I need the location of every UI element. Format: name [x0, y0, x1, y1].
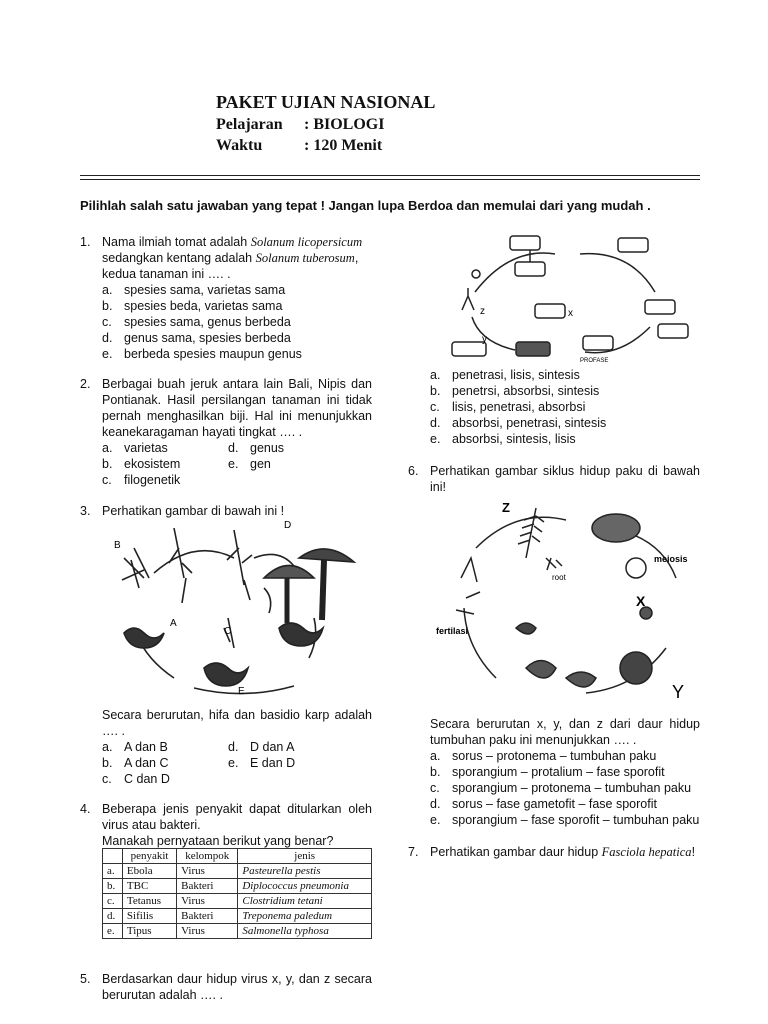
- question-number: 3.: [80, 504, 91, 518]
- figure-label-a: A: [170, 618, 177, 629]
- q1-species-potato: Solanum tuberosum: [255, 251, 355, 265]
- subject-value: : BIOLOGI: [304, 116, 385, 133]
- q7-text-1: Perhatikan gambar daur hidup: [430, 845, 602, 859]
- question-number: 7.: [408, 845, 419, 859]
- q4-text-1: Beberapa jenis penyakit dapat ditularkan oleh virus atau bakteri.: [102, 802, 372, 832]
- question-number: 1.: [80, 235, 91, 249]
- q3-question: Secara berurutan, hifa dan basidio karp adalah …. .: [102, 708, 372, 738]
- option[interactable]: d. sorus – fase gametofit – fase sporofit: [430, 797, 657, 811]
- time-row: [216, 137, 382, 155]
- header-rule-bottom: [80, 179, 700, 180]
- exam-title: PAKET UJIAN NASIONAL: [216, 92, 436, 112]
- figure-label-profase: PROFASE: [580, 358, 609, 364]
- option[interactable]: a. spesies sama, varietas sama: [102, 283, 286, 297]
- table-row[interactable]: c. Tetanus Virus Clostridium tetani: [103, 894, 372, 909]
- figure-label-z: Z: [502, 500, 510, 515]
- time-value: : 120 Menit: [304, 137, 383, 154]
- option[interactable]: d. genus sama, spesies berbeda: [102, 331, 291, 345]
- figure-label-x: X: [636, 593, 646, 609]
- option[interactable]: e. absorbsi, sintesis, lisis: [430, 432, 576, 446]
- q7-species: Fasciola hepatica: [601, 845, 692, 859]
- question-5: [80, 971, 372, 1003]
- option[interactable]: a. A dan B: [102, 740, 168, 754]
- figure-label-b: B: [114, 540, 121, 551]
- question-5-options: [408, 367, 700, 447]
- mushroom-life-cycle-figure: [104, 518, 374, 700]
- question-2: [80, 376, 372, 488]
- table-header-row: penyakit kelompok jenis: [103, 849, 372, 864]
- table-row[interactable]: d. Sifilis Bakteri Treponema paledum: [103, 909, 372, 924]
- cycle-arrow: [154, 551, 234, 573]
- option[interactable]: c. filogenetik: [102, 473, 181, 487]
- option[interactable]: b. penetrsi, absorbsi, sintesis: [430, 384, 600, 398]
- figure-label-meiosis: meiosis: [654, 554, 688, 564]
- table-row[interactable]: e. Tipus Virus Salmonella typhosa: [103, 924, 372, 939]
- option[interactable]: c. sporangium – protonema – tumbuhan paku: [430, 781, 692, 795]
- question-number: 4.: [80, 802, 91, 816]
- q6-text: Perhatikan gambar siklus hidup paku di bawah ini!: [430, 464, 700, 494]
- table-row[interactable]: a. Ebola Virus Pasteurella pestis: [103, 864, 372, 879]
- q1-species-tomato: Solanum licopersicum: [250, 235, 363, 249]
- cycle-arrow: [254, 554, 294, 566]
- option[interactable]: d. absorbsi, penetrasi, sintesis: [430, 416, 607, 430]
- subject-row: [216, 116, 384, 134]
- question-number: 2.: [80, 377, 91, 391]
- option[interactable]: d. genus: [228, 441, 285, 455]
- question-3-options: [80, 707, 372, 787]
- question-3: [80, 503, 372, 519]
- option[interactable]: b. sporangium – protalium – fase sporofit: [430, 765, 665, 779]
- option[interactable]: b. ekosistem: [102, 457, 181, 471]
- disease-table: [102, 848, 372, 939]
- option[interactable]: c. C dan D: [102, 772, 170, 786]
- q1-text-3: kedua tanaman ini …. .: [102, 267, 231, 281]
- q1-text-2: sedangkan kentang adalah: [102, 251, 256, 265]
- q1-text-1: Nama ilmiah tomat adalah: [102, 235, 251, 249]
- question-number: 5.: [80, 972, 91, 986]
- table-row[interactable]: b. TBC Bakteri Diplococcus pneumonia: [103, 879, 372, 894]
- figure-label-y: y: [482, 334, 487, 345]
- figure-label-e: E: [238, 686, 245, 697]
- figure-label-c: C: [224, 626, 232, 637]
- q3-text: Perhatikan gambar di bawah ini !: [102, 504, 285, 518]
- option[interactable]: e. berbeda spesies maupun genus: [102, 347, 302, 361]
- option[interactable]: a. penetrasi, lisis, sintesis: [430, 368, 580, 382]
- option[interactable]: c. lisis, penetrasi, absorbsi: [430, 400, 586, 414]
- q6-question: Secara berurutan x, y, dan z dari daur hidup tumbuhan paku ini menunjukkan …. .: [430, 717, 700, 747]
- q5-text: Berdasarkan daur hidup virus x, y, dan z secara berurutan adalah …. .: [102, 972, 372, 1002]
- figure-label-x: x: [568, 308, 573, 319]
- virus-life-cycle-figure: [440, 232, 700, 364]
- option[interactable]: e. E dan D: [228, 756, 296, 770]
- header-rule-top: [80, 175, 700, 176]
- fern-life-cycle-figure: [436, 498, 698, 706]
- figure-label-fertilasi: fertilasi: [436, 626, 469, 636]
- figure-label-z: z: [480, 306, 485, 317]
- option[interactable]: c. spesies sama, genus berbeda: [102, 315, 291, 329]
- option[interactable]: a. varietas: [102, 441, 168, 455]
- question-6-options: [408, 716, 700, 828]
- q2-text: Berbagai buah jeruk antara lain Bali, Nipis dan Pontianak. Hasil persilangan tanaman ini tidak pernah menghasilkan biji. Hal ini menunjukkan keanekaragaman hayati tingkat …. .: [102, 377, 372, 439]
- figure-label-y: Y: [672, 682, 685, 702]
- time-label: Waktu: [216, 137, 263, 154]
- subject-label: Pelajaran: [216, 116, 283, 133]
- option[interactable]: a. sorus – protonema – tumbuhan paku: [430, 749, 657, 763]
- option[interactable]: d. D dan A: [228, 740, 295, 754]
- option[interactable]: b. spesies beda, varietas sama: [102, 299, 283, 313]
- q4-text-2: Manakah pernyataan berikut yang benar?: [102, 834, 334, 848]
- question-4: [80, 801, 372, 849]
- figure-label-root: root: [552, 573, 566, 582]
- question-1: 1. Nama ilmiah tomat adalah Solanum licopersicum sedangkan kentang adalah Solanum tuberosum, kedua tanaman ini …. . a. spesies sama, varietas sama b. spesies beda, varietas sama c. spesies sama, genus berbeda d. genus sama, spesies berbeda e. berbeda spesies maupun genus: [80, 234, 372, 362]
- instruction: Pilihlah salah satu jawaban yang tepat ! Jangan lupa Berdoa dan memulai dari yang mudah .: [80, 198, 651, 213]
- option[interactable]: e. sporangium – fase sporofit – tumbuhan paku: [430, 813, 700, 827]
- option[interactable]: e. gen: [228, 457, 271, 471]
- figure-label-d: D: [284, 520, 292, 531]
- question-7: 7. Perhatikan gambar daur hidup Fasciola hepatica!: [408, 845, 696, 859]
- question-number: 6.: [408, 464, 419, 478]
- option[interactable]: b. A dan C: [102, 756, 169, 770]
- question-6: [408, 463, 700, 495]
